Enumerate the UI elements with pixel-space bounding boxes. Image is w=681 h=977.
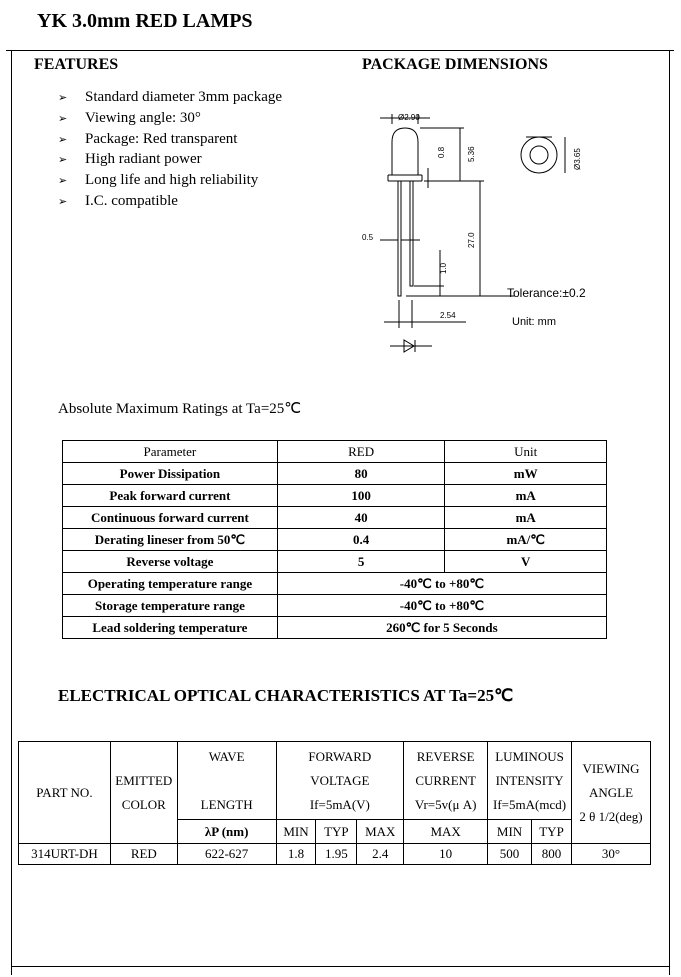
table-row: [63, 463, 607, 485]
viewing-angle-header: [572, 742, 651, 844]
features-heading: FEATURES: [34, 56, 119, 73]
vf-min-cell: 1.8: [276, 844, 316, 865]
unit-cell: mA: [445, 507, 607, 529]
param-cell: Storage temperature range: [63, 595, 278, 617]
feature-text: Long life and high reliability: [85, 172, 259, 189]
table-row: [19, 844, 651, 865]
arrow-bullet-icon: ➢: [58, 195, 68, 208]
feature-text: Package: Red transparent: [85, 130, 238, 147]
dim-lead-width: 0.5: [362, 233, 374, 242]
header-line: ANGLE: [588, 784, 634, 800]
vf-typ-cell: 1.95: [316, 844, 357, 865]
value-cell: 100: [277, 485, 445, 507]
header-line: [178, 769, 276, 793]
param-cell: Lead soldering temperature: [63, 617, 278, 639]
header-line: FORWARD: [308, 748, 372, 764]
iv-typ-cell: 800: [532, 844, 572, 865]
header-line: INTENSITY: [495, 772, 564, 788]
vf-max-cell: 2.4: [357, 844, 404, 865]
header-line: EMITTED: [115, 772, 173, 788]
unit-cell: V: [445, 551, 607, 573]
param-cell: Power Dissipation: [63, 463, 278, 485]
electrical-optical-table: [18, 741, 651, 865]
table-row: [63, 551, 607, 573]
ir-max-cell: 10: [404, 844, 488, 865]
lamp-body-outline: [392, 128, 418, 175]
arrow-bullet-icon: ➢: [58, 92, 68, 104]
feature-item: [58, 87, 282, 108]
features-list: [58, 87, 282, 212]
table-header-row: [19, 742, 651, 820]
feature-item: [58, 170, 282, 191]
header-line: Vr=5v(μ A): [414, 796, 477, 812]
param-cell: Peak forward current: [63, 485, 278, 507]
part-number-cell: 314URT-DH: [19, 844, 111, 865]
unit-cell: mA: [445, 485, 607, 507]
eoc-heading: ELECTRICAL OPTICAL CHARACTERISTICS AT Ta=25℃: [58, 686, 514, 705]
feature-item: [58, 191, 282, 212]
lamp-lead-left: [398, 181, 401, 296]
feature-item: [58, 149, 282, 170]
lamp-side-view: [521, 137, 557, 173]
part-no-header: PART NO.: [19, 742, 111, 844]
reverse-current-header: [404, 742, 488, 820]
page-title: YK 3.0mm RED LAMPS: [37, 10, 253, 32]
unit-note: Unit: mm: [512, 316, 556, 328]
subheader-cell: MIN: [276, 820, 316, 844]
frame-line-top: [6, 50, 674, 51]
dim-pitch: 2.54: [440, 311, 456, 320]
feature-text: High radiant power: [85, 151, 202, 168]
header-line: 2 θ 1/2(deg): [579, 808, 643, 824]
value-cell: 80: [277, 463, 445, 485]
header-line: COLOR: [121, 796, 166, 812]
feature-text: Viewing angle: 30°: [85, 109, 201, 126]
lamp-lead-right: [410, 181, 413, 286]
header-line: WAVE: [208, 748, 245, 764]
header-line: If=5mA(mcd): [493, 796, 567, 812]
dim-body-height: 5.36: [467, 146, 476, 162]
viewing-angle-cell: 30°: [572, 844, 651, 865]
header-line: LUMINOUS: [495, 748, 564, 764]
feature-text: Standard diameter 3mm package: [85, 89, 283, 105]
feature-item: [58, 129, 282, 150]
wavelength-cell: 622-627: [177, 844, 276, 865]
dim-lead-step: 1.0: [439, 262, 448, 274]
table-row: [63, 595, 607, 617]
subheader-cell: TYP: [316, 820, 357, 844]
frame-line-bottom: [11, 966, 669, 967]
luminous-intensity-header: [488, 742, 572, 820]
header-cell: RED: [277, 441, 445, 463]
frame-line-left: [11, 50, 12, 975]
tolerance-note: Tolerance:±0.2: [507, 286, 586, 300]
value-cell: -40℃ to +80℃: [277, 573, 606, 595]
color-cell: RED: [110, 844, 177, 865]
subheader-cell: MIN: [488, 820, 532, 844]
header-line: VOLTAGE: [310, 772, 370, 788]
param-cell: Derating lineser from 50℃: [63, 529, 278, 551]
arrow-bullet-icon: ➢: [58, 175, 68, 188]
value-cell: 260℃ for 5 Seconds: [277, 617, 606, 639]
value-cell: -40℃ to +80℃: [277, 595, 606, 617]
table-row: [63, 573, 607, 595]
header-line: REVERSE: [416, 748, 475, 764]
package-dimensions-heading: PACKAGE DIMENSIONS: [362, 56, 548, 73]
amr-heading: Absolute Maximum Ratings at Ta=25℃: [58, 401, 302, 417]
dim-flange: 0.8: [437, 146, 446, 158]
header-cell: Parameter: [63, 441, 278, 463]
unit-cell: mW: [445, 463, 607, 485]
emitted-color-header: [110, 742, 177, 844]
header-line: If=5mA(V): [309, 796, 370, 812]
value-cell: 5: [277, 551, 445, 573]
arrow-bullet-icon: ➢: [58, 112, 68, 125]
dim-lead-length: 27.0: [467, 232, 476, 248]
table-row: [63, 529, 607, 551]
header-line: LENGTH: [200, 796, 253, 812]
arrow-bullet-icon: ➢: [58, 133, 68, 146]
absolute-maximum-ratings-table: [62, 440, 607, 639]
subheader-cell: MAX: [357, 820, 404, 844]
package-dimension-drawing: [340, 100, 640, 360]
wavelength-unit: λP (nm): [177, 820, 276, 844]
feature-item: [58, 108, 282, 129]
value-cell: 0.4: [277, 529, 445, 551]
param-cell: Continuous forward current: [63, 507, 278, 529]
param-cell: Operating temperature range: [63, 573, 278, 595]
arrow-bullet-icon: ➢: [58, 154, 68, 167]
dim-side-diameter: Ø3.65: [573, 148, 582, 170]
subheader-cell: MAX: [404, 820, 488, 844]
subheader-cell: TYP: [532, 820, 572, 844]
header-cell: Unit: [445, 441, 607, 463]
forward-voltage-header: [276, 742, 404, 820]
table-row: [63, 507, 607, 529]
unit-cell: mA/℃: [445, 529, 607, 551]
header-line: CURRENT: [415, 772, 476, 788]
iv-min-cell: 500: [488, 844, 532, 865]
table-header-row: [63, 441, 607, 463]
table-row: [63, 617, 607, 639]
feature-text: I.C. compatible: [85, 192, 178, 209]
wavelength-header: [177, 742, 276, 820]
dim-diameter: Ø2.90: [398, 113, 420, 122]
frame-line-right: [669, 50, 670, 975]
param-cell: Reverse voltage: [63, 551, 278, 573]
value-cell: 40: [277, 507, 445, 529]
header-line: VIEWING: [582, 760, 640, 776]
table-row: [63, 485, 607, 507]
